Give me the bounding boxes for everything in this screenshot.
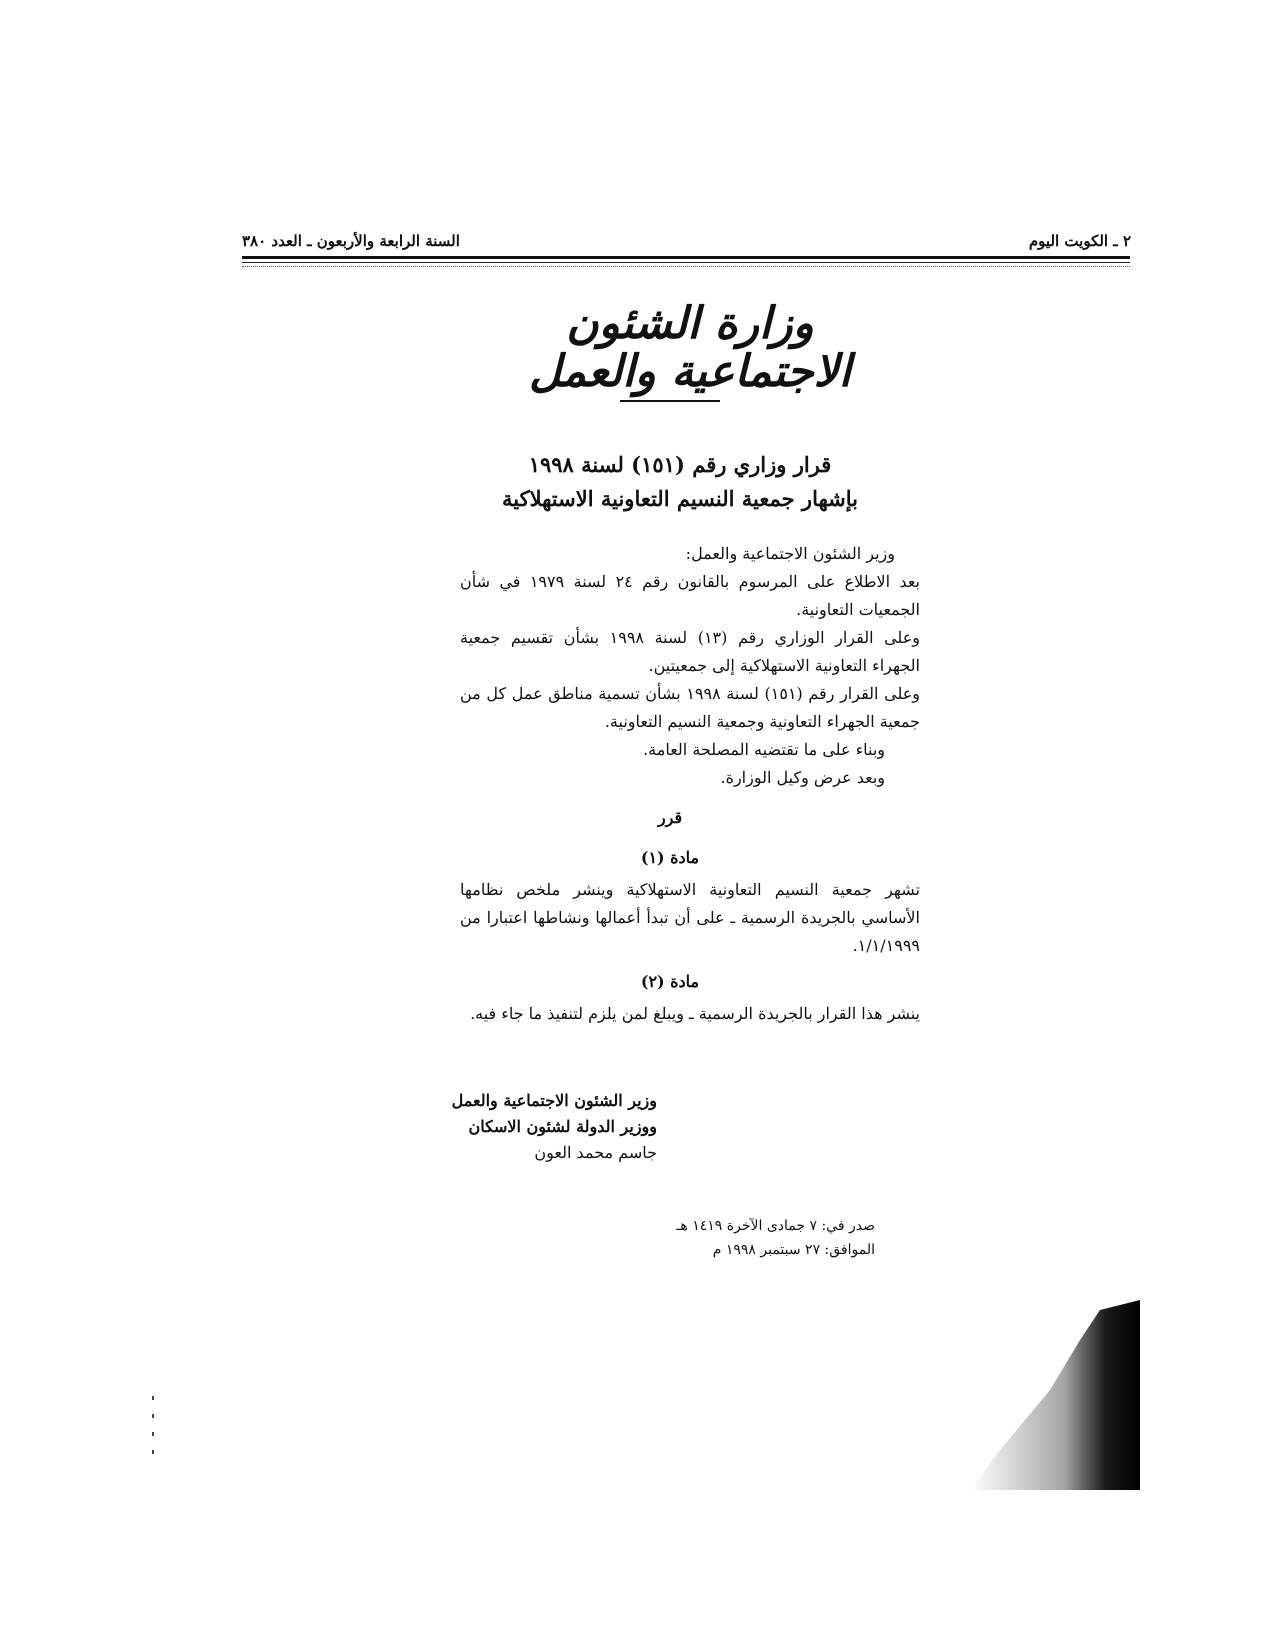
preamble-clause: بعد الاطلاع على المرسوم بالقانون رقم ٢٤ لسنة ١٩٧٩ في شأن الجمعيات التعاونية. (460, 572, 920, 619)
decision-subject: بإشهار جمعية النسيم التعاونية الاستهلاكية (502, 486, 858, 511)
ministry-title: وزارة الشئون الاجتماعية والعمل (529, 298, 851, 398)
preamble-clause: وبناء على ما تقتضيه المصلحة العامة. (643, 740, 885, 759)
signatory-name: جاسم محمد العون (534, 1143, 657, 1162)
preamble-clause: وعلى القرار الوزاري رقم (١٣) لسنة ١٩٩٨ بشأن تقسيم جمعية الجهراء التعاونية الاستهلاكية إلى جمعيتين. (460, 628, 920, 675)
decided-heading: قرر (657, 808, 683, 827)
gazette-title: ٢ ـ الكويت اليوم (1028, 232, 1131, 250)
signatory-title-2: ووزير الدولة لشئون الاسكان (468, 1117, 657, 1136)
preamble-clause: وبعد عرض وكيل الوزارة. (720, 768, 885, 787)
header-rule-thick (242, 256, 1130, 259)
article-heading: مادة (٢) (640, 972, 700, 991)
issue-date-gregorian: الموافق: ٢٧ سبتمبر ١٩٩٨ م (712, 1242, 875, 1258)
scan-edge-marks (150, 1396, 156, 1456)
article-text: تشهر جمعية النسيم التعاونية الاستهلاكية وينشر ملخص نظامها الأساسي بالجريدة الرسمية ـ على أن تبدأ أعمالها ونشاطها اعتبارا من ١/١/١٩٩٩. (460, 880, 920, 955)
signatory-title: وزير الشئون الاجتماعية والعمل (451, 1091, 657, 1110)
issue-info: السنة الرابعة والأربعون ـ العدد ٣٨٠ (242, 232, 460, 250)
issue-date-hijri: صدر في: ٧ جمادى الآخرة ١٤١٩ هـ (676, 1218, 875, 1234)
preamble-clause: وعلى القرار رقم (١٥١) لسنة ١٩٩٨ بشأن تسمية مناطق عمل كل من جمعية الجهراء التعاونية وجمعية النسيم التعاونية. (460, 684, 921, 731)
scan-smudge (960, 1300, 1140, 1490)
header-rule-dotted (242, 266, 1130, 267)
header-rule-thin (242, 262, 1130, 263)
decision-title: قرار وزاري رقم (١٥١) لسنة ١٩٩٨ (528, 452, 832, 477)
preamble-minister: وزير الشئون الاجتماعية والعمل: (685, 544, 895, 563)
title-divider (620, 400, 720, 402)
article-heading: مادة (١) (640, 848, 700, 867)
article-text: ينشر هذا القرار بالجريدة الرسمية ـ ويبلغ لمن يلزم لتنفيذ ما جاء فيه. (470, 1004, 920, 1023)
